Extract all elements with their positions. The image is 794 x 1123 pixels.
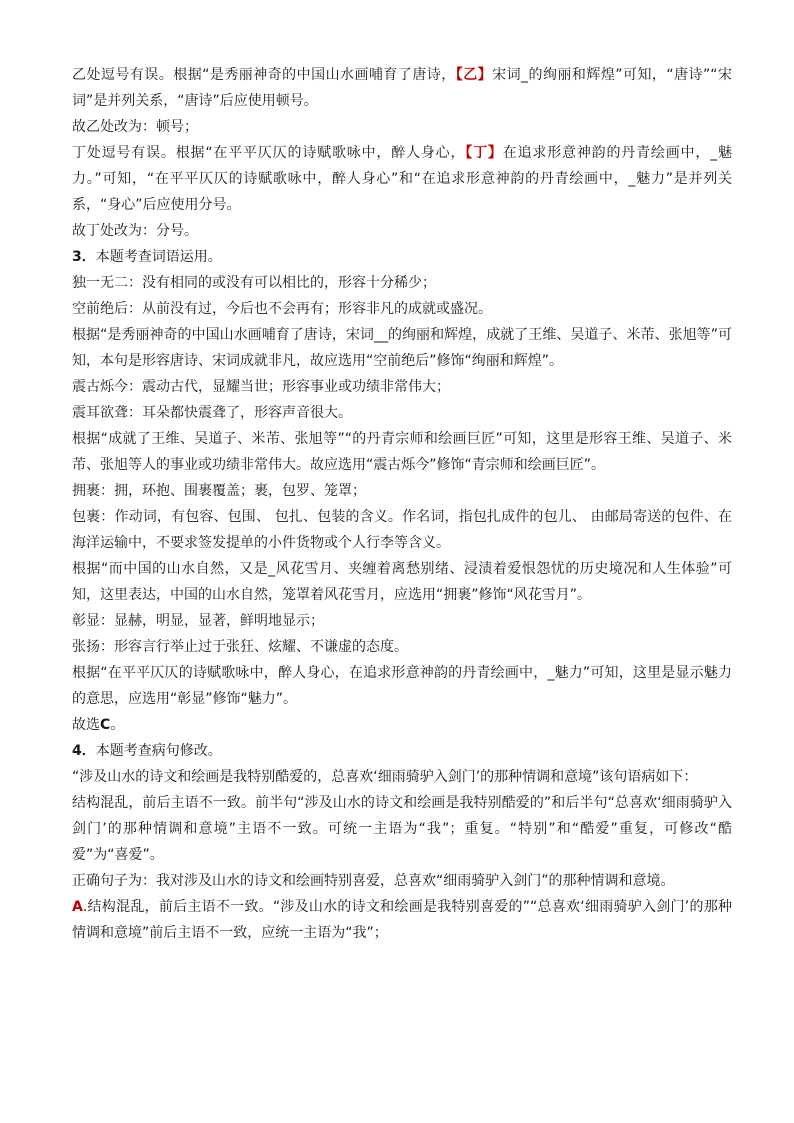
text-run: 在追求形意神韵的丹青绘画中，_魅力。”可知，“在平平仄仄的诗赋歌咏中，醉人身心”和“在追求形意神韵的丹青绘画中，_魅力”是并列关系，“身心”后应使用分号。 [72,145,732,213]
definition-zhangyang: 张扬：形容言行举止过于张狂、炫耀、不谦虚的态度。 [72,639,408,655]
option-letter-a: A [72,899,83,915]
sentence-error-analysis: 结构混乱，前后主语不一致。前半句“涉及山水的诗文和绘画是我特别酷爱的”和后半句“总喜欢‘细雨骑驴入剑门’的那种情调和意境”主语不一致。可统一主语为“我”；重复。“特别”和“酷爱”重复，可修改“酷爱”为“喜爱”。 [72,795,732,863]
definition-baoguo: 包裹：作动词，有包容、包围、 包扎、包装的含义。作名词，指包扎成件的包儿、 由邮局寄送的包件、在海洋运输中，不要求签发提单的小件货物或个人行李等含义。 [72,509,732,551]
question-topic: 本题考查词语运用。 [95,249,222,265]
analysis-blank-3: 根据“而中国的山水自然，又是_风花雪月、夹缠着离愁别绪、浸渍着爱恨怨忧的历史境况和人生体验”可知，这里表达，中国的山水自然，笼罩着风花雪月，应选用“拥裹”修饰“风花雪月”。 [72,561,732,603]
text-run: 丁处逗号有误。根据“在平平仄仄的诗赋歌咏中，醉人身心， [72,145,466,161]
text-run: 故选 [72,717,100,733]
definition-yongguo: 拥裹：拥，环抱、围裹覆盖；裹，包罗、笼罩； [72,483,366,499]
bracket-marker-yi: 【乙】 [455,67,493,83]
question-3-heading [72,244,732,270]
answer-letter: C [100,717,111,733]
bracket-marker-ding: 【丁】 [465,145,503,161]
question-number: 3． [72,249,96,265]
analysis-blank-2: 根据“成就了王维、吴道子、米芾、张旭等”“的丹青宗师和绘画巨匠”可知，这里是形容王维、吴道子、米芾、张旭等人的事业或功绩非常伟大。故应选用“震古烁今”修饰“青宗师和绘画巨匠”。 [72,431,732,473]
text-run: .结构混乱，前后主语不一致。“涉及山水的诗文和绘画是我特别喜爱的”“总喜欢‘细雨骑驴入剑门’的那种情调和意境”前后主语不一致，应统一主语为“我”； [72,899,732,941]
sentence-error-intro: “涉及山水的诗文和绘画是我特别酷爱的，总喜欢‘细雨骑驴入剑门’的那种情调和意境”该句语病如下： [72,769,698,785]
analysis-blank-1: 根据“是秀丽神奇的中国山水画哺育了唐诗，宋词__的绚丽和辉煌，成就了王维、吴道子、米芾、张旭等”可知，本句是形容唐诗、宋词成就非凡，故应选用“空前绝后”修饰“绚丽和辉煌”。 [72,327,732,369]
definition-zhengushuojin: 震古烁今：震动古代，显耀当世；形容事业或功绩非常伟大； [72,379,450,395]
text-run: 乙处逗号有误。根据“是秀丽神奇的中国山水画哺育了唐诗， [72,67,456,83]
definition-zheneryulong: 震耳欲聋：耳朵都快震聋了，形容声音很大。 [72,405,352,421]
paragraph-ding-error [72,140,732,218]
option-a-analysis [72,894,732,946]
question-number: 4． [72,743,96,759]
paragraph-yi-fix: 故乙处改为：顿号； [72,119,198,135]
answer-choice-3 [72,712,732,738]
text-run: 宋词_的绚丽和辉煌”可知，“唐诗”“宋词”是并列关系，“唐诗”后应使用顿号。 [72,67,732,109]
definition-zhangxian: 彰显：显赫，明显，显著，鲜明地显示； [72,613,324,629]
question-4-heading [72,738,732,764]
text-run: 。 [110,717,125,733]
document-page [72,62,732,946]
analysis-blank-4: 根据“在平平仄仄的诗赋歌咏中，醉人身心，在追求形意神韵的丹青绘画中，_魅力”可知，这里是显示魅力的意思，应选用“彰显”修饰“魅力”。 [72,665,732,707]
paragraph-yi-error [72,62,732,114]
paragraph-ding-fix: 故丁处改为：分号。 [72,223,198,239]
definition-kongqianjuehou: 空前绝后：从前没有过，今后也不会再有；形容非凡的成就或盛况。 [72,301,492,317]
corrected-sentence: 正确句子为：我对涉及山水的诗文和绘画特别喜爱，总喜欢“细雨骑驴入剑门”的那种情调和意境。 [72,873,675,889]
question-topic: 本题考查病句修改。 [95,743,222,759]
definition-duyiwuer: 独一无二：没有相同的或没有可以相比的，形容十分稀少； [72,275,436,291]
